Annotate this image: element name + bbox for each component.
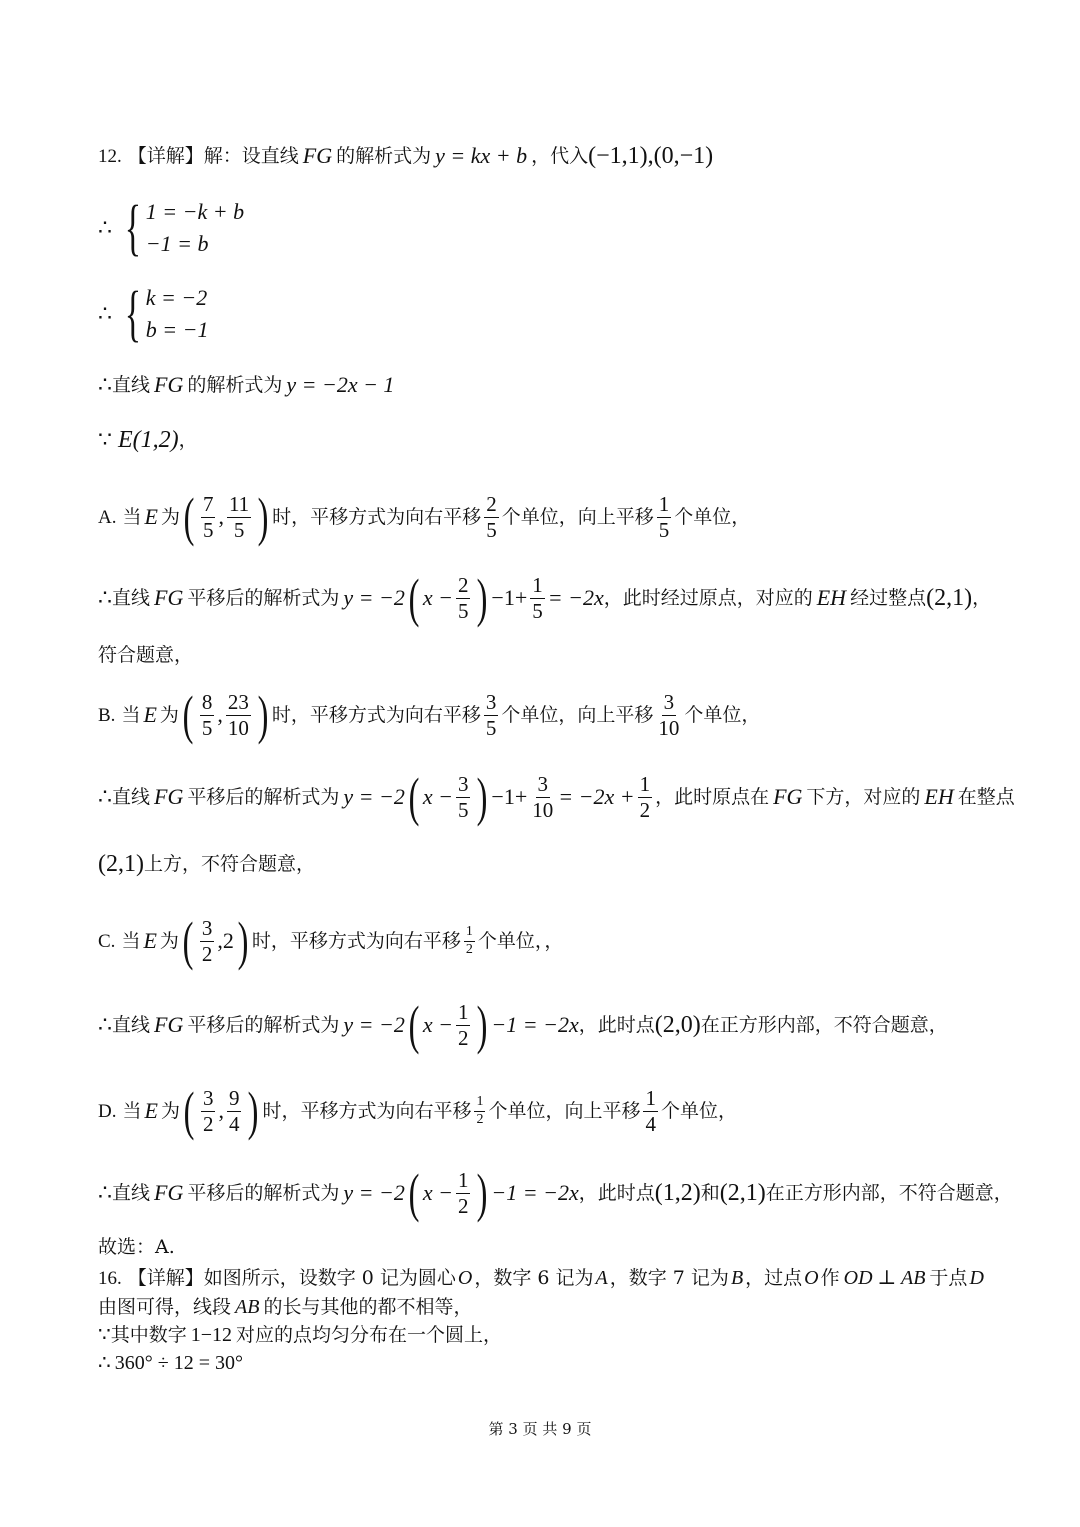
text: 经过整点: [850, 586, 927, 609]
left-paren-icon: (: [408, 568, 420, 628]
final-answer: 故选：A.: [98, 1236, 175, 1258]
text: ，数字 7 记为: [609, 1266, 729, 1289]
q16-line-4: [98, 1353, 243, 1373]
text: 在正方形内部，不符合题意，: [700, 1013, 948, 1036]
system-line: −1 = b: [145, 231, 209, 256]
equation-part: y = −2: [343, 585, 405, 610]
fraction: $\frac{1}{4}$: [645, 1086, 656, 1136]
text: 的长与其他的都不相等，: [263, 1295, 473, 1318]
fraction: $\frac{3}{5}$: [485, 690, 497, 740]
fraction: $\frac{8}{5}$: [201, 690, 213, 740]
var: O: [457, 1267, 473, 1289]
comma: ，: [972, 586, 992, 609]
q12-e-point: [98, 428, 198, 452]
q12-line-fg: [98, 374, 394, 396]
right-paren-icon: ): [477, 1163, 488, 1223]
fraction: $\frac{1}{2}$: [639, 772, 651, 822]
text: 个单位，向上平移: [501, 703, 654, 726]
fraction: $\frac{1}{5}$: [658, 492, 670, 542]
left-paren-icon: (: [183, 1081, 195, 1141]
text: 直线: [112, 1013, 151, 1036]
point: (2,0): [654, 1012, 701, 1038]
eh-label: EH: [924, 784, 954, 809]
text: 为: [160, 505, 180, 528]
equation-part: −1 = −2x: [491, 1180, 579, 1205]
right-paren-icon: ): [248, 1081, 259, 1141]
point: (2,1): [719, 1180, 766, 1206]
text: 直线: [112, 785, 151, 808]
therefore-symbol: ∴: [98, 1352, 111, 1374]
right-paren-icon: ): [237, 911, 249, 971]
text: ，数字 6 记为: [474, 1266, 594, 1289]
left-paren-icon: (: [182, 911, 194, 971]
text: 平移后的解析式为: [187, 1013, 340, 1036]
equation-part: y = −2: [343, 1012, 405, 1037]
option-c-equation: [98, 995, 948, 1055]
brace-icon: {: [124, 280, 142, 348]
q12-system-2: [98, 280, 209, 348]
equation-part: y = −2: [343, 784, 405, 809]
equation: y = −2x − 1: [286, 372, 395, 397]
option-a-fit: [98, 646, 193, 665]
text: 时，平移方式为向右平移: [272, 505, 482, 528]
text: 直线: [112, 586, 151, 609]
brace-icon: {: [124, 194, 142, 262]
q16-line-2: [98, 1297, 472, 1317]
var: O: [804, 1267, 819, 1289]
text: 【详解】如图所示，设数字 0 记为圆心: [127, 1266, 456, 1289]
equation-part: = −2x: [547, 585, 604, 610]
right-paren-icon: ): [257, 685, 269, 745]
q12-header-eq: y = kx + b: [435, 143, 528, 168]
fraction: $\frac{11}{5}$: [228, 492, 250, 542]
option-c-label: C.: [98, 930, 116, 952]
fraction: $\frac{1}{2}$: [476, 1093, 484, 1127]
fraction: $\frac{1}{5}$: [532, 573, 543, 623]
equation-system: [118, 280, 209, 348]
option-d-label: D.: [98, 1100, 117, 1122]
fraction: $\frac{3}{10}$: [658, 690, 680, 740]
fraction: $\frac{1}{2}$: [457, 1000, 469, 1050]
text: 为: [159, 929, 179, 952]
option-a-equation: [98, 568, 992, 628]
fraction: $\frac{3}{2}$: [201, 916, 213, 966]
text: 符合题意，: [98, 644, 194, 666]
e-label: E: [143, 928, 157, 953]
fraction: $\frac{2}{5}$: [486, 492, 497, 542]
left-paren-icon: (: [408, 1163, 420, 1223]
q16-line-3: [98, 1325, 502, 1345]
equation: OD ⊥ AB: [843, 1267, 926, 1289]
text: 个单位，: [684, 703, 761, 726]
fg-label: FG: [154, 585, 184, 610]
text: 下方，对应的: [806, 785, 921, 808]
therefore-symbol: ∴: [98, 784, 112, 809]
text: 于点: [929, 1266, 968, 1289]
q12-system-1: [98, 194, 245, 262]
right-paren-icon: ): [477, 568, 488, 628]
text: 直线: [112, 373, 151, 396]
left-paren-icon: (: [183, 487, 195, 547]
text: 个单位，: [660, 1099, 737, 1122]
text: 在正方形内部，不符合题意，: [765, 1181, 1013, 1204]
text: 和: [700, 1181, 720, 1204]
system-line: b = −1: [145, 317, 209, 342]
var: A: [595, 1267, 608, 1289]
option-b-tail: [98, 852, 315, 876]
text: 当: [122, 505, 142, 528]
option-a-line: A. 当 E 为 ( $\frac{7}{5}$ , $\frac{11}{5}$ ) 时，平移方式为向右平移 $\frac{2}{5}$ 个单位，向上平移 $\frac{1}{5}$ 个单位，: [98, 487, 751, 547]
option-b-label: B.: [98, 704, 116, 726]
text: 为: [159, 703, 179, 726]
point: (2,1): [926, 585, 973, 611]
fg-label: FG: [154, 372, 184, 397]
comma: ，: [178, 428, 198, 451]
therefore-symbol: ∴: [98, 585, 112, 610]
text: ，过点: [745, 1266, 803, 1289]
text: 个单位，: [674, 505, 751, 528]
equation-part: x −: [422, 784, 453, 809]
equation-part: x −: [422, 585, 453, 610]
text: 平移后的解析式为: [187, 1181, 340, 1204]
text: 为: [160, 1099, 180, 1122]
text: 平移后的解析式为: [187, 586, 340, 609]
text: 上方，不符合题意，: [143, 852, 315, 875]
fg-label: FG: [154, 1180, 184, 1205]
text: 在整点: [957, 785, 1015, 808]
q12-header-points: (−1,1),(0,−1): [588, 143, 714, 169]
text: 作: [820, 1266, 840, 1289]
equation-part: y = −2: [343, 1180, 405, 1205]
range: 1−12: [190, 1324, 233, 1346]
text: 个单位，向上平移: [488, 1099, 641, 1122]
point: (1,2): [654, 1180, 701, 1206]
text: ，此时原点在: [655, 785, 770, 808]
fraction: $\frac{9}{4}$: [228, 1086, 240, 1136]
q12-number: 12.: [98, 145, 122, 167]
text: 平移后的解析式为: [187, 785, 340, 808]
equation-part: −1+: [491, 784, 528, 809]
fraction: $\frac{7}{5}$: [202, 492, 214, 542]
system-line: 1 = −k + b: [145, 199, 245, 224]
text: 直线: [112, 1181, 151, 1204]
fraction: $\frac{3}{5}$: [457, 772, 469, 822]
fraction: $\frac{1}{2}$: [457, 1168, 469, 1218]
text: 时，平移方式为向右平移: [271, 703, 481, 726]
option-b-line: B. 当 E 为 ( $\frac{8}{5}$ , $\frac{23}{10}$ ) 时，平移方式为向右平移 $\frac{3}{5}$ 个单位，向上平移 $\frac{3}{10}$ 个单位，: [98, 685, 761, 745]
therefore-symbol: ∴: [98, 372, 112, 397]
therefore-symbol: ∴: [98, 215, 112, 240]
var: B: [730, 1267, 744, 1289]
e-label: E: [143, 702, 157, 727]
text: 时，平移方式为向右平移: [251, 929, 461, 952]
text: ，此时点: [578, 1181, 655, 1204]
text: 其中数字: [110, 1323, 187, 1346]
text: 当: [121, 703, 141, 726]
right-paren-icon: ): [477, 767, 488, 827]
e-label: E: [144, 504, 158, 529]
q12-header-text3: ，代入: [531, 144, 589, 167]
option-d-equation: [98, 1163, 1013, 1223]
option-a-label: A.: [98, 506, 117, 528]
equation-part: x −: [422, 1012, 453, 1037]
var: AB: [235, 1296, 260, 1318]
text: ，此时点: [578, 1013, 655, 1036]
q12-header-text2: 的解析式为: [336, 144, 432, 167]
point: (2,1): [98, 851, 144, 877]
q12-header: [98, 144, 713, 168]
fg-label: FG: [154, 1012, 184, 1037]
text: 个单位，，: [477, 929, 564, 952]
equation-part: = −2x +: [558, 784, 635, 809]
q12-fg: FG: [302, 143, 333, 168]
right-paren-icon: ): [257, 487, 269, 547]
text: 个单位，向上平移: [501, 505, 654, 528]
system-line: k = −2: [145, 285, 208, 310]
q16-line-1: [98, 1268, 986, 1288]
equation-system: [118, 194, 245, 262]
value: 2: [222, 928, 234, 953]
text: ，此时经过原点，对应的: [603, 586, 813, 609]
because-symbol: ∵: [98, 427, 112, 452]
equation-part: −1 = −2x: [491, 1012, 579, 1037]
text: 时，平移方式为向右平移: [262, 1099, 472, 1122]
text: 当: [121, 929, 141, 952]
text: 对应的点均匀分布在一个圆上，: [236, 1323, 503, 1346]
q12-final: [98, 1238, 175, 1257]
text: 的解析式为: [187, 373, 283, 396]
left-paren-icon: (: [182, 685, 194, 745]
var: D: [969, 1267, 984, 1289]
e-label: E: [144, 1098, 158, 1123]
q12-header-text: 【详解】解：设直线: [127, 144, 299, 167]
option-d-line: D. 当 E 为 ( $\frac{3}{2}$ , $\frac{9}{4}$ ) 时，平移方式为向右平移 $\frac{1}{2}$ 个单位，向上平移 $\frac{1}{4}$ 个单位，: [98, 1081, 737, 1141]
eh-label: EH: [816, 585, 847, 610]
fraction: $\frac{2}{5}$: [457, 573, 469, 623]
option-b-equation: [98, 767, 1015, 827]
page-footer: 第 3 页 共 9 页: [488, 1420, 592, 1438]
equation-part: −1+: [491, 585, 528, 610]
equation-part: x −: [422, 1180, 453, 1205]
option-c-line: C. 当 E 为 ( $\frac{3}{2}$ , 2 ) 时，平移方式为向右平移 $\frac{1}{2}$ 个单位，，: [98, 911, 564, 971]
left-paren-icon: (: [408, 995, 420, 1055]
e-point: E(1,2): [118, 427, 179, 453]
right-paren-icon: ): [477, 995, 488, 1055]
therefore-symbol: ∴: [98, 1012, 112, 1037]
fraction: $\frac{23}{10}$: [227, 690, 249, 740]
therefore-symbol: ∴: [98, 1180, 112, 1205]
fraction: $\frac{1}{2}$: [465, 923, 473, 957]
therefore-symbol: ∴: [98, 301, 112, 326]
text: 由图可得，线段: [98, 1295, 232, 1318]
because-symbol: ∵: [98, 1324, 111, 1346]
q16-number: 16.: [98, 1267, 122, 1289]
left-paren-icon: (: [408, 767, 420, 827]
text: 当: [122, 1099, 142, 1122]
fraction: $\frac{3}{2}$: [202, 1086, 214, 1136]
fg-label: FG: [773, 784, 803, 809]
equation: 360° ÷ 12 = 30°: [114, 1352, 243, 1374]
fraction: $\frac{3}{10}$: [532, 772, 554, 822]
fg-label: FG: [154, 784, 184, 809]
